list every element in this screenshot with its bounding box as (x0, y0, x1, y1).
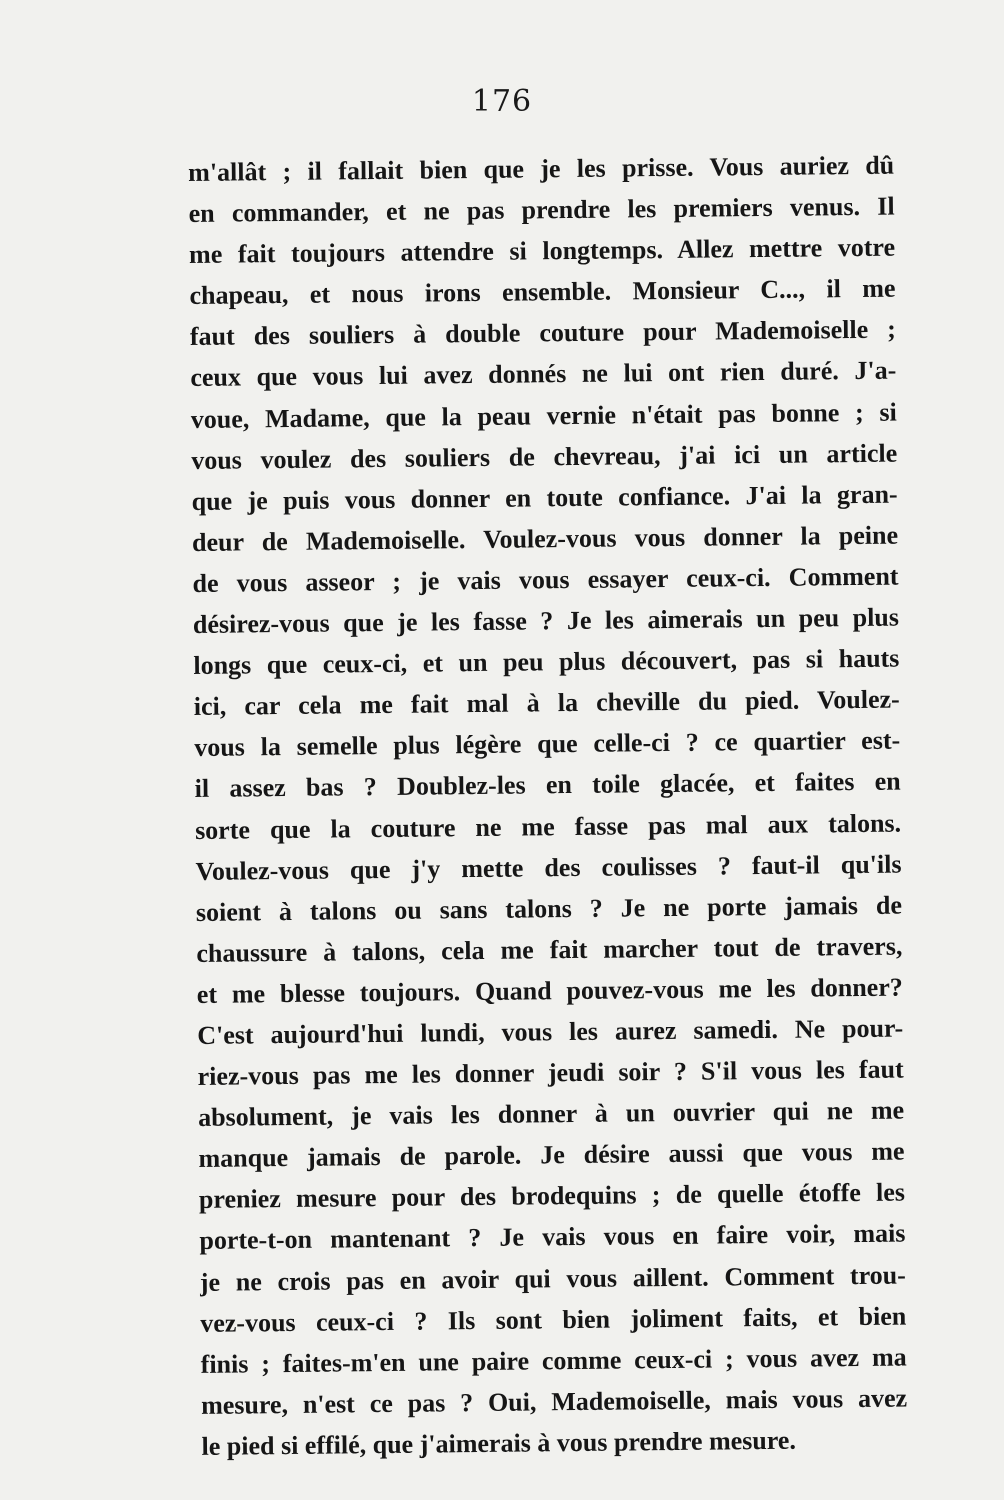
text-line: et me blesse toujours. Quand pouvez-vous me les donner? (196, 972, 903, 1009)
text-line: riez-vous pas me les donner jeudi soir ? S'il vous les faut (197, 1054, 904, 1092)
text-line: sorte que la couture ne me fasse pas mal aux talons. (194, 808, 902, 845)
text-line: absolument, je vais les donner à un ouvrier qui ne me (197, 1095, 905, 1133)
text-line: que je puis vous donner en toute confiance. J'ai la gran- (191, 479, 898, 516)
text-line: chapeau, et nous irons ensemble. Monsieur C..., il me (189, 273, 896, 311)
page-number: 176 (471, 84, 533, 119)
text-line: il assez bas ? Doublez-les en toile glacée, et faites en (194, 766, 901, 804)
text-line: mesure, n'est ce pas ? Oui, Mademoiselle, mais vous avez (200, 1383, 908, 1420)
text-line: longs que ceux-ci, et un peu plus découvert, pas si hauts (193, 643, 900, 681)
text-line: soient à talons ou sans talons ? Je ne porte jamais de (195, 890, 903, 927)
text-line: manque jamais de parole. Je désire aussi que vous me (198, 1136, 905, 1174)
text-line: Voulez-vous que j'y mette des coulisses ? faut-il qu'ils (195, 849, 902, 886)
page-body-text (188, 145, 908, 1467)
text-line: voue, Madame, que la peau vernie n'était pas bonne ; si (190, 397, 897, 434)
text-line: m'allât ; il fallait bien que je les prisse. Vous auriez dû (188, 150, 895, 187)
text-line: C'est aujourd'hui lundi, vous les aurez samedi. Ne pour- (197, 1013, 904, 1050)
text-line: me fait toujours attendre si longtemps. Allez mettre votre (188, 232, 896, 270)
text-line: faut des souliers à double couture pour Mademoiselle ; (189, 314, 897, 352)
text-line: de vous asseor ; je vais vous essayer ceux-ci. Comment (192, 561, 899, 598)
text-line: je ne crois pas en avoir qui vous aillent. Comment trou- (199, 1260, 906, 1297)
text-line: preniez mesure pour des brodequins ; de quelle étoffe les (198, 1177, 906, 1215)
text-line: le pied si effilé, que j'aimerais à vous prendre mesure. (201, 1425, 797, 1461)
text-line: finis ; faites-m'en une paire comme ceux-ci ; vous avez ma (200, 1342, 907, 1379)
text-line: vous la semelle plus légère que celle-ci ? ce quartier est- (194, 725, 901, 763)
text-line: en commander, et ne pas prendre les premiers venus. Il (188, 191, 895, 229)
text-line: désirez-vous que je les fasse ? Je les aimerais un peu plus (192, 602, 900, 640)
text-line: vous voulez des souliers de chevreau, j'ai ici un article (191, 438, 898, 475)
text-line: ici, car cela me fait mal à la cheville du pied. Voulez- (193, 684, 900, 722)
text-line: porte-t-on mantenant ? Je vais vous en faire voir, mais (199, 1218, 906, 1256)
text-line: chaussure à talons, cela me fait marcher tout de travers, (196, 931, 903, 968)
text-line: ceux que vous lui avez donnés ne lui ont rien duré. J'a- (190, 356, 897, 393)
text-line: deur de Mademoiselle. Voulez-vous vous donner la peine (191, 520, 899, 557)
text-line: vez-vous ceux-ci ? Ils sont bien joliment faits, et bien (200, 1301, 907, 1338)
